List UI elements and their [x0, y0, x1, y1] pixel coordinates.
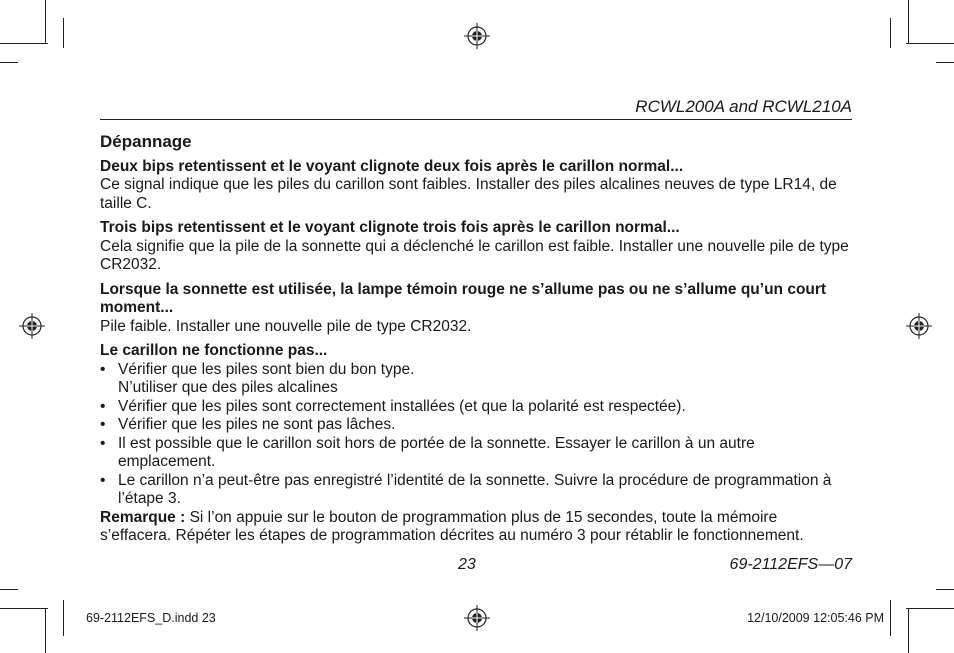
crop-mark-bottom-left-v2 [63, 600, 64, 636]
list-item [100, 472, 852, 509]
crop-mark-bottom-left-v [45, 608, 46, 653]
list-item [100, 361, 852, 398]
bullet: • [100, 360, 106, 378]
crop-mark-bottom-right-h [906, 608, 954, 609]
crop-mark-top-left-v2 [63, 18, 64, 48]
crop-mark-top-right-v2 [890, 18, 891, 48]
section-title: Dépannage [100, 132, 192, 151]
crop-mark-bottom-right-v2 [890, 600, 891, 636]
list-item-text: Le carillon n’a peut-être pas enregistré l’identité de la sonnette. Suivre la procédure de programmation à l’étape 3. [118, 471, 832, 507]
registration-target-icon [19, 313, 45, 339]
crop-mark-bottom-right-v [908, 608, 909, 653]
bullet: • [100, 416, 106, 433]
troubleshoot-question: Trois bips retentissent et le voyant clignote trois fois après le carillon normal... [100, 219, 680, 236]
header-rule [100, 119, 852, 120]
crop-mark-bottom-right-h2 [936, 589, 954, 590]
crop-mark-right-h [936, 62, 954, 63]
crop-mark-top-right-h [906, 43, 954, 44]
remark-text: Si l’on appuie sur le bouton de programmation plus de 15 secondes, toute la mémoire s’effacera. Répéter les étapes de programmation décrites au numéro 3 pour rétablir le fonctionnement. [100, 508, 804, 544]
troubleshoot-answer: Ce signal indique que les piles du carillon sont faibles. Installer des piles alcalines neuves de type LR14, de taille C. [100, 176, 837, 212]
troubleshoot-answer: Pile faible. Installer une nouvelle pile de type CR2032. [100, 317, 472, 335]
crop-mark-left-h [0, 62, 18, 63]
page-content [100, 133, 852, 546]
running-header: RCWL200A and RCWL210A [635, 97, 852, 116]
page-number: 23 [458, 556, 476, 573]
document-code: 69-2112EFS—07 [729, 556, 852, 573]
slug-timestamp: 12/10/2009 12:05:46 PM [747, 611, 884, 625]
list-item [100, 398, 852, 417]
bullet: • [100, 397, 106, 415]
slug-filename: 69-2112EFS_D.indd 23 [86, 611, 216, 625]
registration-target-icon [464, 605, 490, 631]
bullet: • [100, 471, 106, 489]
checklist [100, 361, 852, 509]
troubleshoot-answer: Cela signifie que la pile de la sonnette qui a déclenché le carillon est faible. Installer une nouvelle pile de type CR2032. [100, 237, 849, 273]
remark [100, 509, 852, 546]
crop-mark-bottom-left-h2 [0, 589, 18, 590]
troubleshoot-question: Lorsque la sonnette est utilisée, la lampe témoin rouge ne s’allume pas ou ne s’allume qu’un court moment... [100, 280, 827, 316]
crop-mark-top-right-v [908, 0, 909, 44]
list-item [100, 435, 852, 472]
list-item-text: Vérifier que les piles ne sont pas lâches. [118, 416, 396, 433]
list-item-text: Vérifier que les piles sont correctement installées (et que la polarité est respectée). [118, 397, 686, 415]
crop-mark-top-left-v [45, 0, 46, 44]
registration-target-icon [464, 23, 490, 49]
troubleshoot-question: Le carillon ne fonctionne pas... [100, 342, 328, 359]
list-item-subtext: N’utiliser que des piles alcalines [118, 379, 338, 396]
list-item [100, 416, 852, 435]
list-item-text: Vérifier que les piles sont bien du bon type. [118, 360, 415, 378]
remark-label: Remarque : [100, 508, 186, 526]
crop-mark-top-left-h [0, 43, 48, 44]
list-item-text: Il est possible que le carillon soit hors de portée de la sonnette. Essayer le carillon à un autre emplacement. [118, 434, 755, 470]
registration-target-icon [906, 313, 932, 339]
troubleshoot-question: Deux bips retentissent et le voyant clignote deux fois après le carillon normal... [100, 157, 684, 175]
bullet: • [100, 434, 106, 452]
crop-mark-bottom-left-h [0, 608, 48, 609]
